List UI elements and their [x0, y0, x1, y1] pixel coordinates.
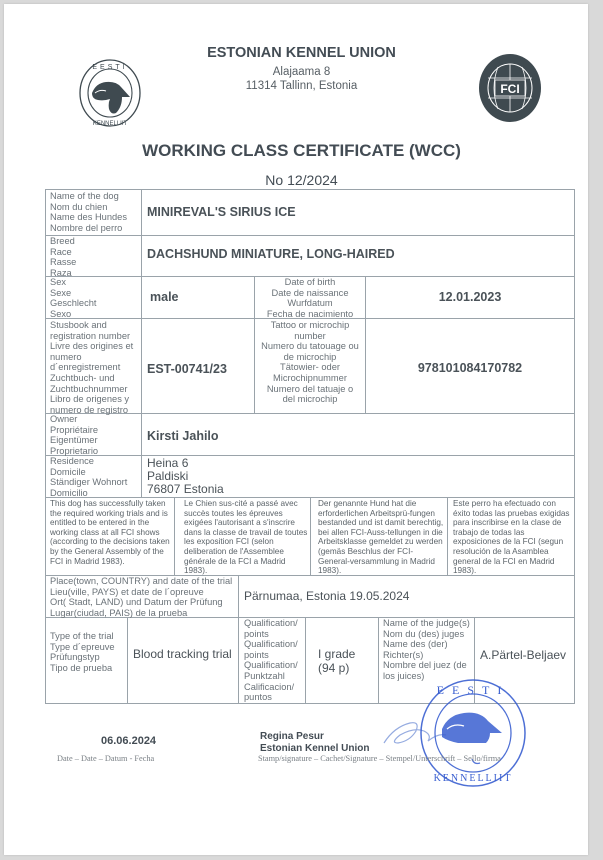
trial-place-labels: Place(town, COUNTRY) and date of the trial Lieu(ville, PAYS) et date de l´opreuve Ort( Stadt, LAND) und Datum der Prüfung Lugar(ciudad, PAIS) de la prueba — [50, 576, 233, 618]
dog-name-value: MINIREVAL'S SIRIUS ICE — [147, 205, 296, 219]
microchip-value: 978101084170782 — [417, 361, 523, 375]
trial-place-value: Pärnumaa, Estonia 19.05.2024 — [244, 589, 410, 603]
statement-english: This dog has successfully taken the required working trials and is entitled to be entered in the working class at all FCI shows (according to the decisions taken by the General Assembly of the FCI in Madrid 1983). — [50, 499, 170, 566]
residence-labels: Residence Domicile Ständiger Wohnort Domicilio — [50, 456, 128, 498]
qualification-labels: Qualification/ points Qualification/ points Qualification/ Punktzahl Calificacion/ puntos — [244, 618, 298, 703]
studbook-labels: Stusbook and registration number Livre des origines et numero d´enregistrement Zuchtbuch- und Zuchtbuchnummer Libro de origenes y numero de registro — [50, 320, 134, 415]
statement-spanish: Este perro ha efectuado con éxito todas las pruebas exigidas para inscribirse en la clase de trabajo de todas las exposiciones de la FCI (segun resolución de la Asamblea general de la FCI en Madrid 1983). — [453, 499, 570, 576]
judge-value: A.Pärtel-Beljaev — [480, 648, 567, 662]
issue-date-value: 06.06.2024 — [101, 735, 157, 747]
sex-labels: Sex Sexe Geschlecht Sexo — [50, 277, 97, 319]
stamp-top-text: EESTI — [436, 683, 510, 697]
date-of-birth-labels: Date of birth Date de naissance Wurfdatum Fecha de nacimiento — [266, 277, 354, 319]
organization-name: ESTONIAN KENNEL UNION — [207, 45, 396, 61]
owner-value: Kirsti Jahilo — [147, 429, 219, 443]
statement-german: Der genannte Hund hat die erforderlichen Arbeitsprü-fungen bestanded und ist damit berechtig, bei allen FCI-Auss-tellungen in die Arbeitsklasse gemeldet zu werden (gemäs Beschlus der FCI-General-versammlung in Madrid 1983). — [318, 499, 444, 576]
issue-date-label: Date – Date – Datum - Fecha — [57, 754, 155, 763]
fci-logo-text: FCI — [500, 82, 520, 96]
signature-label: Stamp/signature – Cachet/Signature – Stempel/Unterschrift – Sello/firma — [258, 754, 501, 763]
signer-name: Regina Pesur — [260, 731, 324, 742]
studbook-value: EST-00741/23 — [147, 362, 227, 376]
logo-top-text: EESTI — [92, 64, 128, 71]
stamp-bottom-text: KENNELLIIT — [433, 773, 513, 784]
certificate-title: WORKING CLASS CERTIFICATE (WCC) — [142, 141, 461, 160]
residence-value: Heina 6 Paldiski 76807 Estonia — [147, 456, 224, 496]
certificate-number: No 12/2024 — [265, 172, 338, 188]
date-of-birth-value: 12.01.2023 — [438, 290, 502, 304]
qualification-value: I grade (94 p) — [318, 647, 356, 675]
sex-value: male — [150, 290, 179, 304]
statement-french: Le Chien sus-cité a passé avec succès toutes les épreuves exigées l'autorisant a s'inscrire dans la classe de travail de toutes les exposition FCI (selon deliberation de l'Assemblee générale de la FCI a Madrid 1983). — [184, 499, 308, 576]
dog-name-labels: Name of the dog Nom du chien Name des Hundes Nombre del perro — [50, 191, 127, 233]
owner-labels: Owner Propriétaire Eigentümer Proprietario — [50, 414, 99, 456]
signer-organization: Estonian Kennel Union — [260, 743, 370, 754]
microchip-labels: Tattoo or microchip number Numero du tatouage ou de microchip Tätowier- oder Microchipnummer Numero del tatuaje o del microchip — [261, 320, 359, 405]
trial-type-value: Blood tracking trial — [133, 647, 232, 661]
judge-labels: Name of the judge(s) Nom du (des) juges Name des (der) Richter(s) Nombre del juez (de los juices) — [383, 618, 470, 681]
organization-address-line1: Alajaama 8 — [272, 66, 331, 78]
logo-bottom-text: KENNELLIIT — [92, 121, 128, 127]
breed-labels: Breed Race Rasse Raza — [50, 236, 77, 278]
signer-block — [260, 731, 369, 755]
trial-type-labels: Type of the trial Type d´epreuve Prüfungstyp Tipo de prueba — [50, 631, 115, 673]
kennelliit-stamp-icon — [418, 677, 528, 789]
breed-value: DACHSHUND MINIATURE, LONG-HAIRED — [147, 247, 395, 261]
organization-address-line2: 11314 Tallinn, Estonia — [245, 80, 358, 92]
